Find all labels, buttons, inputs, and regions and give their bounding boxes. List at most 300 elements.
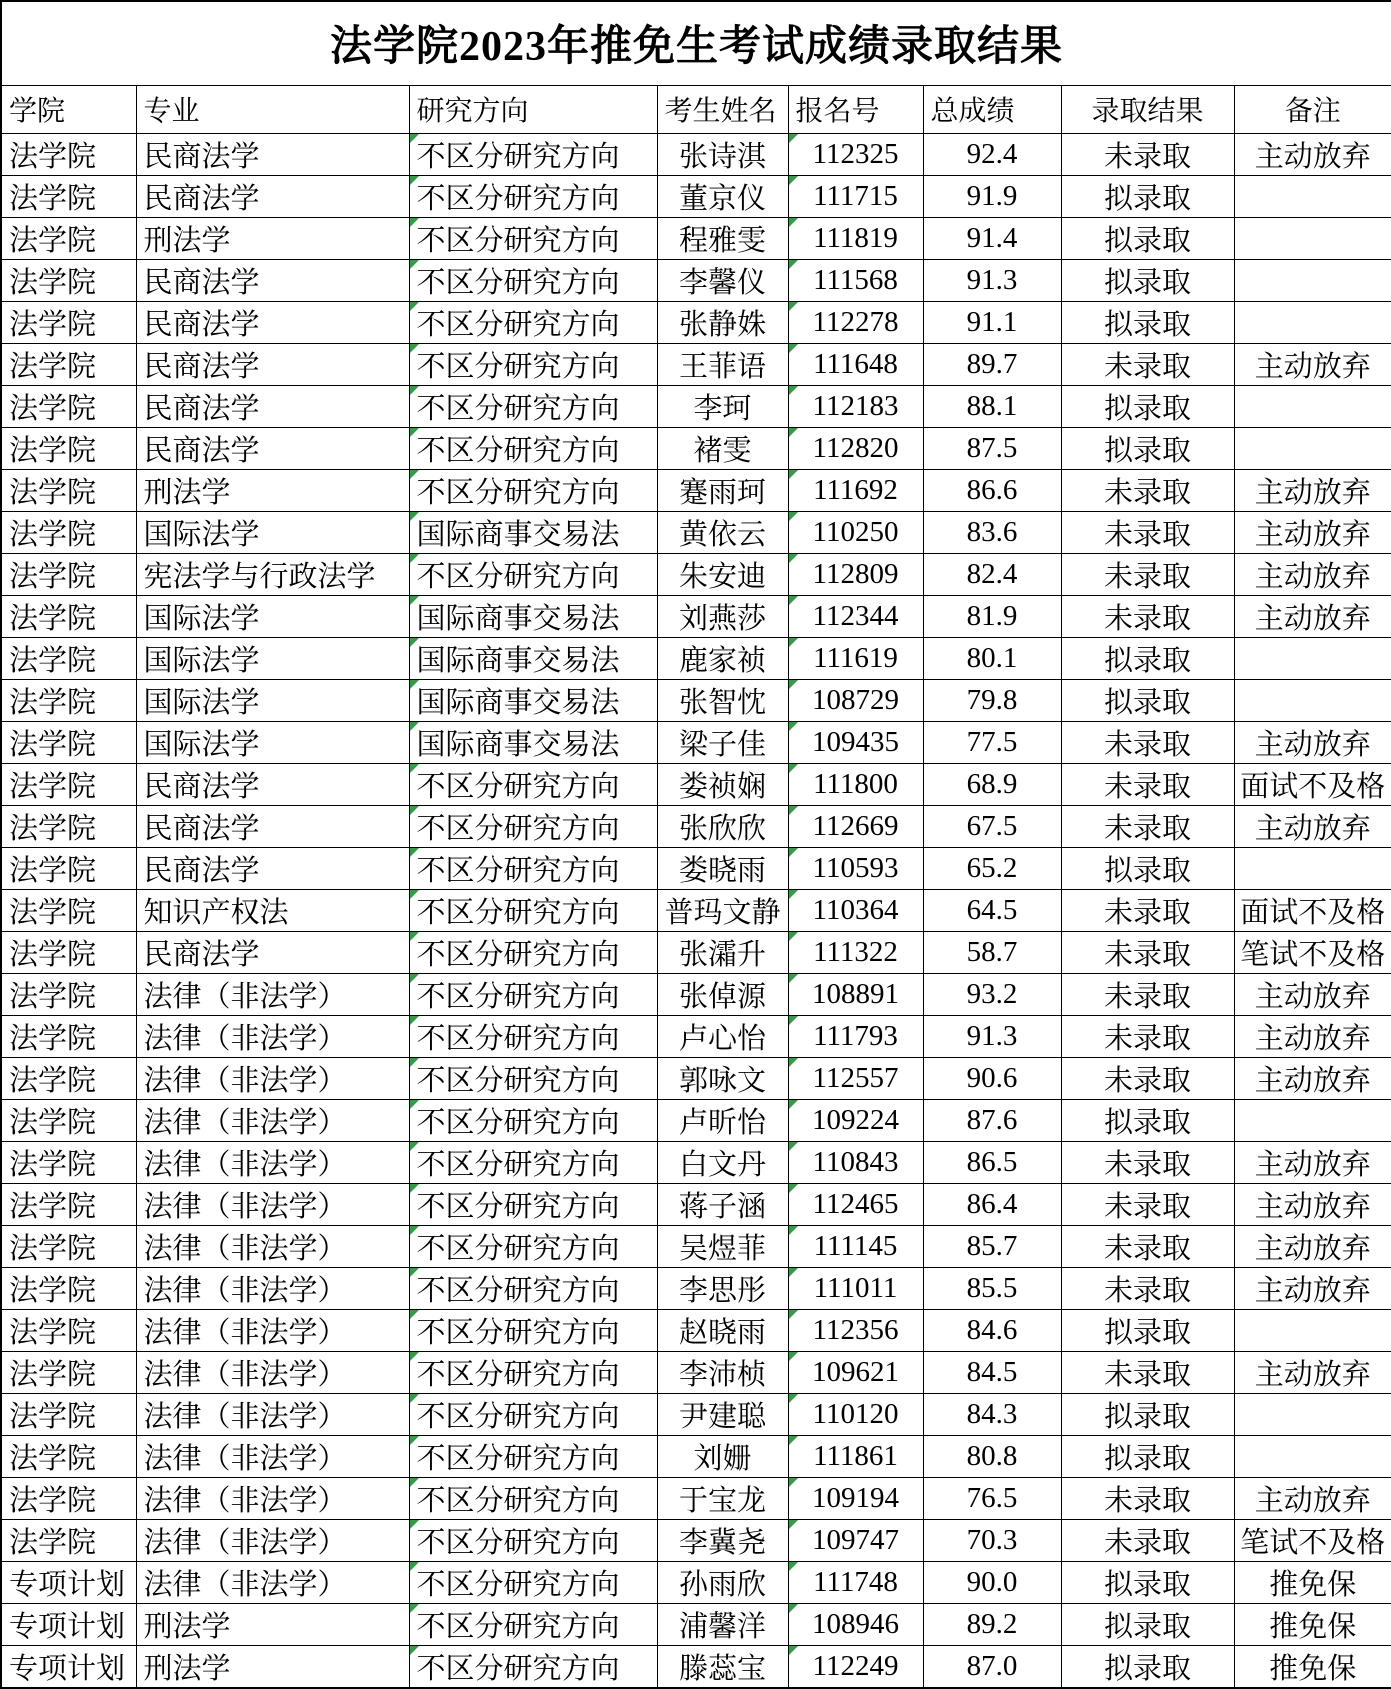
cell-candidate: 李珂 (657, 385, 788, 427)
cell-score: 86.4 (923, 1183, 1061, 1225)
table-row (1, 1141, 1391, 1183)
cell-direction: 不区分研究方向 (409, 805, 657, 847)
cell-remark: 主动放弃 (1234, 1267, 1391, 1309)
excel-error-flag-icon (410, 1520, 419, 1529)
cell-major: 法律（非法学） (136, 1519, 409, 1561)
cell-college: 法学院 (1, 847, 136, 889)
cell-remark: 主动放弃 (1234, 1225, 1391, 1267)
excel-error-flag-icon (789, 1604, 798, 1613)
cell-college: 法学院 (1, 1519, 136, 1561)
cell-reg-no: 112669 (788, 805, 923, 847)
cell-score: 89.2 (923, 1603, 1061, 1645)
cell-college: 法学院 (1, 1015, 136, 1057)
cell-reg-no: 112344 (788, 595, 923, 637)
cell-score: 58.7 (923, 931, 1061, 973)
excel-error-flag-icon (410, 1562, 419, 1571)
cell-result: 未录取 (1061, 1267, 1234, 1309)
cell-reg-no: 109194 (788, 1477, 923, 1519)
table-row (1, 721, 1391, 763)
cell-score: 84.3 (923, 1393, 1061, 1435)
table-row (1, 217, 1391, 259)
excel-error-flag-icon (410, 848, 419, 857)
excel-error-flag-icon (410, 176, 419, 185)
cell-score: 67.5 (923, 805, 1061, 847)
excel-error-flag-icon (789, 1394, 798, 1403)
cell-direction: 不区分研究方向 (409, 385, 657, 427)
cell-college: 法学院 (1, 511, 136, 553)
cell-major: 民商法学 (136, 175, 409, 217)
cell-reg-no: 109224 (788, 1099, 923, 1141)
cell-score: 84.5 (923, 1351, 1061, 1393)
cell-remark: 面试不及格 (1234, 889, 1391, 931)
cell-reg-no: 112820 (788, 427, 923, 469)
cell-remark: 推免保 (1234, 1603, 1391, 1645)
excel-error-flag-icon (789, 1226, 798, 1235)
cell-direction: 不区分研究方向 (409, 1099, 657, 1141)
cell-direction: 不区分研究方向 (409, 217, 657, 259)
cell-result: 未录取 (1061, 1351, 1234, 1393)
cell-major: 法律（非法学） (136, 1099, 409, 1141)
cell-college: 法学院 (1, 175, 136, 217)
cell-remark (1234, 217, 1391, 259)
cell-result: 拟录取 (1061, 1435, 1234, 1477)
cell-result: 未录取 (1061, 1183, 1234, 1225)
cell-major: 民商法学 (136, 259, 409, 301)
cell-reg-no: 109747 (788, 1519, 923, 1561)
cell-direction: 不区分研究方向 (409, 1267, 657, 1309)
cell-college: 法学院 (1, 679, 136, 721)
excel-error-flag-icon (789, 260, 798, 269)
cell-candidate: 白文丹 (657, 1141, 788, 1183)
cell-major: 法律（非法学） (136, 1477, 409, 1519)
excel-error-flag-icon (789, 1058, 798, 1067)
cell-candidate: 蒋子涵 (657, 1183, 788, 1225)
excel-error-flag-icon (410, 1016, 419, 1025)
cell-candidate: 刘燕莎 (657, 595, 788, 637)
cell-direction: 不区分研究方向 (409, 889, 657, 931)
cell-candidate: 娄晓雨 (657, 847, 788, 889)
cell-score: 92.4 (923, 133, 1061, 175)
header-row (1, 85, 1391, 133)
cell-candidate: 张智忱 (657, 679, 788, 721)
cell-major: 民商法学 (136, 931, 409, 973)
cell-reg-no: 111648 (788, 343, 923, 385)
table-row (1, 1603, 1391, 1645)
cell-major: 国际法学 (136, 679, 409, 721)
cell-result: 未录取 (1061, 133, 1234, 175)
excel-error-flag-icon (410, 1184, 419, 1193)
cell-score: 85.7 (923, 1225, 1061, 1267)
excel-error-flag-icon (789, 512, 798, 521)
excel-error-flag-icon (789, 1016, 798, 1025)
cell-direction: 不区分研究方向 (409, 553, 657, 595)
excel-error-flag-icon (410, 680, 419, 689)
cell-direction: 不区分研究方向 (409, 1351, 657, 1393)
cell-direction: 国际商事交易法 (409, 637, 657, 679)
table-row (1, 595, 1391, 637)
cell-direction: 不区分研究方向 (409, 343, 657, 385)
cell-score: 84.6 (923, 1309, 1061, 1351)
cell-college: 法学院 (1, 1393, 136, 1435)
cell-direction: 不区分研究方向 (409, 1393, 657, 1435)
table-row (1, 1477, 1391, 1519)
cell-score: 68.9 (923, 763, 1061, 805)
cell-major: 法律（非法学） (136, 1561, 409, 1603)
table-row (1, 343, 1391, 385)
column-header-score: 总成绩 (923, 85, 1061, 133)
cell-college: 法学院 (1, 1183, 136, 1225)
cell-major: 法律（非法学） (136, 1141, 409, 1183)
table-row (1, 1183, 1391, 1225)
cell-college: 法学院 (1, 1057, 136, 1099)
cell-score: 86.6 (923, 469, 1061, 511)
cell-direction: 不区分研究方向 (409, 1645, 657, 1688)
excel-error-flag-icon (410, 890, 419, 899)
excel-error-flag-icon (410, 302, 419, 311)
cell-result: 拟录取 (1061, 1603, 1234, 1645)
cell-major: 知识产权法 (136, 889, 409, 931)
cell-college: 法学院 (1, 259, 136, 301)
cell-reg-no: 108891 (788, 973, 923, 1015)
excel-error-flag-icon (789, 386, 798, 395)
column-header-direction: 研究方向 (409, 85, 657, 133)
cell-remark: 面试不及格 (1234, 763, 1391, 805)
cell-result: 未录取 (1061, 1519, 1234, 1561)
cell-direction: 不区分研究方向 (409, 1141, 657, 1183)
cell-remark (1234, 175, 1391, 217)
cell-remark: 推免保 (1234, 1561, 1391, 1603)
cell-major: 法律（非法学） (136, 1183, 409, 1225)
cell-reg-no: 110843 (788, 1141, 923, 1183)
cell-candidate: 浦馨洋 (657, 1603, 788, 1645)
cell-reg-no: 112183 (788, 385, 923, 427)
cell-reg-no: 111145 (788, 1225, 923, 1267)
excel-error-flag-icon (410, 344, 419, 353)
cell-reg-no: 111692 (788, 469, 923, 511)
cell-result: 未录取 (1061, 763, 1234, 805)
cell-score: 91.1 (923, 301, 1061, 343)
cell-remark: 笔试不及格 (1234, 1519, 1391, 1561)
cell-direction: 不区分研究方向 (409, 427, 657, 469)
cell-direction: 不区分研究方向 (409, 175, 657, 217)
cell-score: 89.7 (923, 343, 1061, 385)
cell-remark (1234, 427, 1391, 469)
cell-major: 民商法学 (136, 805, 409, 847)
column-header-major: 专业 (136, 85, 409, 133)
cell-direction: 不区分研究方向 (409, 259, 657, 301)
table-row (1, 1057, 1391, 1099)
cell-candidate: 程雅雯 (657, 217, 788, 259)
excel-error-flag-icon (410, 1310, 419, 1319)
excel-error-flag-icon (410, 134, 419, 143)
cell-candidate: 赵晓雨 (657, 1309, 788, 1351)
cell-major: 法律（非法学） (136, 1351, 409, 1393)
table-row (1, 973, 1391, 1015)
cell-candidate: 梁子佳 (657, 721, 788, 763)
table-row (1, 1645, 1391, 1688)
cell-college: 法学院 (1, 595, 136, 637)
excel-error-flag-icon (789, 1520, 798, 1529)
page-title: 法学院2023年推免生考试成绩录取结果 (1, 1, 1391, 85)
cell-reg-no: 112809 (788, 553, 923, 595)
cell-major: 民商法学 (136, 343, 409, 385)
cell-college: 专项计划 (1, 1645, 136, 1688)
cell-remark: 主动放弃 (1234, 595, 1391, 637)
cell-direction: 国际商事交易法 (409, 679, 657, 721)
cell-remark (1234, 1099, 1391, 1141)
cell-remark: 主动放弃 (1234, 469, 1391, 511)
excel-error-flag-icon (789, 1646, 798, 1655)
cell-reg-no: 112557 (788, 1057, 923, 1099)
cell-candidate: 卢心怡 (657, 1015, 788, 1057)
cell-direction: 不区分研究方向 (409, 1603, 657, 1645)
cell-college: 法学院 (1, 637, 136, 679)
cell-reg-no: 111748 (788, 1561, 923, 1603)
cell-major: 宪法学与行政法学 (136, 553, 409, 595)
excel-error-flag-icon (410, 386, 419, 395)
table-row (1, 1309, 1391, 1351)
table-row (1, 805, 1391, 847)
cell-result: 拟录取 (1061, 217, 1234, 259)
cell-remark: 推免保 (1234, 1645, 1391, 1688)
cell-reg-no: 111619 (788, 637, 923, 679)
excel-error-flag-icon (789, 1562, 798, 1571)
cell-direction: 不区分研究方向 (409, 1435, 657, 1477)
cell-direction: 国际商事交易法 (409, 511, 657, 553)
table-row (1, 133, 1391, 175)
column-header-result: 录取结果 (1061, 85, 1234, 133)
cell-candidate: 鹿家祯 (657, 637, 788, 679)
cell-direction: 不区分研究方向 (409, 1561, 657, 1603)
cell-major: 民商法学 (136, 847, 409, 889)
cell-result: 未录取 (1061, 1015, 1234, 1057)
column-header-candidate: 考生姓名 (657, 85, 788, 133)
table-row (1, 931, 1391, 973)
cell-result: 未录取 (1061, 1141, 1234, 1183)
cell-remark (1234, 259, 1391, 301)
cell-candidate: 张静姝 (657, 301, 788, 343)
cell-candidate: 褚雯 (657, 427, 788, 469)
cell-direction: 不区分研究方向 (409, 1183, 657, 1225)
excel-error-flag-icon (410, 764, 419, 773)
cell-result: 未录取 (1061, 343, 1234, 385)
excel-error-flag-icon (789, 1268, 798, 1277)
cell-major: 法律（非法学） (136, 1225, 409, 1267)
excel-error-flag-icon (410, 806, 419, 815)
cell-major: 民商法学 (136, 301, 409, 343)
excel-error-flag-icon (789, 1100, 798, 1109)
cell-direction: 不区分研究方向 (409, 1057, 657, 1099)
excel-error-flag-icon (410, 1646, 419, 1655)
cell-result: 未录取 (1061, 1477, 1234, 1519)
excel-error-flag-icon (410, 1226, 419, 1235)
cell-major: 法律（非法学） (136, 973, 409, 1015)
cell-remark: 主动放弃 (1234, 1477, 1391, 1519)
cell-result: 未录取 (1061, 553, 1234, 595)
cell-major: 法律（非法学） (136, 1267, 409, 1309)
cell-reg-no: 111322 (788, 931, 923, 973)
excel-error-flag-icon (410, 932, 419, 941)
cell-reg-no: 111568 (788, 259, 923, 301)
cell-major: 法律（非法学） (136, 1309, 409, 1351)
table-row (1, 679, 1391, 721)
cell-score: 76.5 (923, 1477, 1061, 1519)
table-row (1, 763, 1391, 805)
cell-score: 86.5 (923, 1141, 1061, 1183)
cell-reg-no: 108946 (788, 1603, 923, 1645)
cell-reg-no: 111861 (788, 1435, 923, 1477)
cell-candidate: 董京仪 (657, 175, 788, 217)
cell-college: 法学院 (1, 469, 136, 511)
cell-direction: 不区分研究方向 (409, 469, 657, 511)
excel-error-flag-icon (789, 1352, 798, 1361)
cell-result: 未录取 (1061, 973, 1234, 1015)
excel-error-flag-icon (410, 974, 419, 983)
cell-college: 法学院 (1, 427, 136, 469)
cell-remark: 主动放弃 (1234, 511, 1391, 553)
cell-college: 法学院 (1, 385, 136, 427)
table-row (1, 889, 1391, 931)
cell-result: 拟录取 (1061, 1561, 1234, 1603)
cell-direction: 不区分研究方向 (409, 847, 657, 889)
cell-reg-no: 111819 (788, 217, 923, 259)
cell-college: 专项计划 (1, 1603, 136, 1645)
cell-candidate: 蹇雨珂 (657, 469, 788, 511)
cell-result: 未录取 (1061, 805, 1234, 847)
column-header-reg-no: 报名号 (788, 85, 923, 133)
cell-score: 91.9 (923, 175, 1061, 217)
cell-score: 93.2 (923, 973, 1061, 1015)
cell-college: 法学院 (1, 133, 136, 175)
cell-major: 刑法学 (136, 1603, 409, 1645)
table-row (1, 847, 1391, 889)
cell-reg-no: 112278 (788, 301, 923, 343)
excel-error-flag-icon (410, 1142, 419, 1151)
cell-score: 83.6 (923, 511, 1061, 553)
cell-reg-no: 111715 (788, 175, 923, 217)
cell-candidate: 孙雨欣 (657, 1561, 788, 1603)
cell-score: 82.4 (923, 553, 1061, 595)
excel-error-flag-icon (410, 1100, 419, 1109)
cell-reg-no: 111800 (788, 763, 923, 805)
cell-remark: 主动放弃 (1234, 343, 1391, 385)
cell-major: 国际法学 (136, 511, 409, 553)
cell-candidate: 李思彤 (657, 1267, 788, 1309)
cell-result: 拟录取 (1061, 1099, 1234, 1141)
cell-score: 77.5 (923, 721, 1061, 763)
cell-score: 90.0 (923, 1561, 1061, 1603)
cell-direction: 国际商事交易法 (409, 595, 657, 637)
cell-score: 80.8 (923, 1435, 1061, 1477)
cell-score: 88.1 (923, 385, 1061, 427)
excel-error-flag-icon (789, 890, 798, 899)
cell-score: 87.6 (923, 1099, 1061, 1141)
cell-reg-no: 109435 (788, 721, 923, 763)
cell-college: 法学院 (1, 553, 136, 595)
excel-error-flag-icon (410, 470, 419, 479)
table-row (1, 259, 1391, 301)
cell-score: 70.3 (923, 1519, 1061, 1561)
cell-remark (1234, 1393, 1391, 1435)
cell-direction: 不区分研究方向 (409, 763, 657, 805)
cell-result: 拟录取 (1061, 427, 1234, 469)
cell-remark: 主动放弃 (1234, 1015, 1391, 1057)
cell-remark: 主动放弃 (1234, 1183, 1391, 1225)
cell-result: 拟录取 (1061, 301, 1234, 343)
cell-major: 民商法学 (136, 385, 409, 427)
excel-error-flag-icon (410, 1604, 419, 1613)
table-row (1, 385, 1391, 427)
cell-result: 拟录取 (1061, 1645, 1234, 1688)
cell-candidate: 黄依云 (657, 511, 788, 553)
cell-result: 拟录取 (1061, 175, 1234, 217)
cell-result: 拟录取 (1061, 259, 1234, 301)
cell-college: 法学院 (1, 1435, 136, 1477)
cell-candidate: 郭咏文 (657, 1057, 788, 1099)
cell-score: 90.6 (923, 1057, 1061, 1099)
excel-error-flag-icon (789, 764, 798, 773)
excel-error-flag-icon (789, 1184, 798, 1193)
excel-error-flag-icon (410, 1394, 419, 1403)
excel-error-flag-icon (410, 1478, 419, 1487)
cell-result: 拟录取 (1061, 385, 1234, 427)
cell-candidate: 普玛文静 (657, 889, 788, 931)
cell-reg-no: 110120 (788, 1393, 923, 1435)
cell-remark (1234, 385, 1391, 427)
excel-error-flag-icon (410, 512, 419, 521)
excel-error-flag-icon (410, 554, 419, 563)
cell-score: 91.4 (923, 217, 1061, 259)
cell-reg-no: 112249 (788, 1645, 923, 1688)
cell-candidate: 吴煜菲 (657, 1225, 788, 1267)
cell-direction: 不区分研究方向 (409, 1225, 657, 1267)
cell-college: 法学院 (1, 1351, 136, 1393)
excel-error-flag-icon (410, 638, 419, 647)
cell-remark (1234, 301, 1391, 343)
column-header-college: 学院 (1, 85, 136, 133)
table-row (1, 1519, 1391, 1561)
cell-reg-no: 110593 (788, 847, 923, 889)
excel-error-flag-icon (789, 302, 798, 311)
cell-result: 拟录取 (1061, 679, 1234, 721)
cell-remark (1234, 679, 1391, 721)
table-row (1, 1099, 1391, 1141)
cell-college: 法学院 (1, 301, 136, 343)
excel-error-flag-icon (410, 1058, 419, 1067)
cell-direction: 不区分研究方向 (409, 301, 657, 343)
cell-major: 国际法学 (136, 721, 409, 763)
cell-college: 法学院 (1, 343, 136, 385)
cell-candidate: 张倬源 (657, 973, 788, 1015)
table-row (1, 1393, 1391, 1435)
cell-major: 国际法学 (136, 595, 409, 637)
table-row (1, 1435, 1391, 1477)
excel-error-flag-icon (789, 176, 798, 185)
cell-score: 65.2 (923, 847, 1061, 889)
table-row (1, 511, 1391, 553)
cell-remark: 主动放弃 (1234, 1057, 1391, 1099)
cell-college: 法学院 (1, 1477, 136, 1519)
cell-reg-no: 109621 (788, 1351, 923, 1393)
excel-error-flag-icon (789, 1142, 798, 1151)
cell-reg-no: 111011 (788, 1267, 923, 1309)
cell-college: 法学院 (1, 721, 136, 763)
cell-result: 拟录取 (1061, 1393, 1234, 1435)
table-row (1, 1015, 1391, 1057)
cell-college: 法学院 (1, 1267, 136, 1309)
excel-error-flag-icon (789, 428, 798, 437)
cell-reg-no: 110364 (788, 889, 923, 931)
